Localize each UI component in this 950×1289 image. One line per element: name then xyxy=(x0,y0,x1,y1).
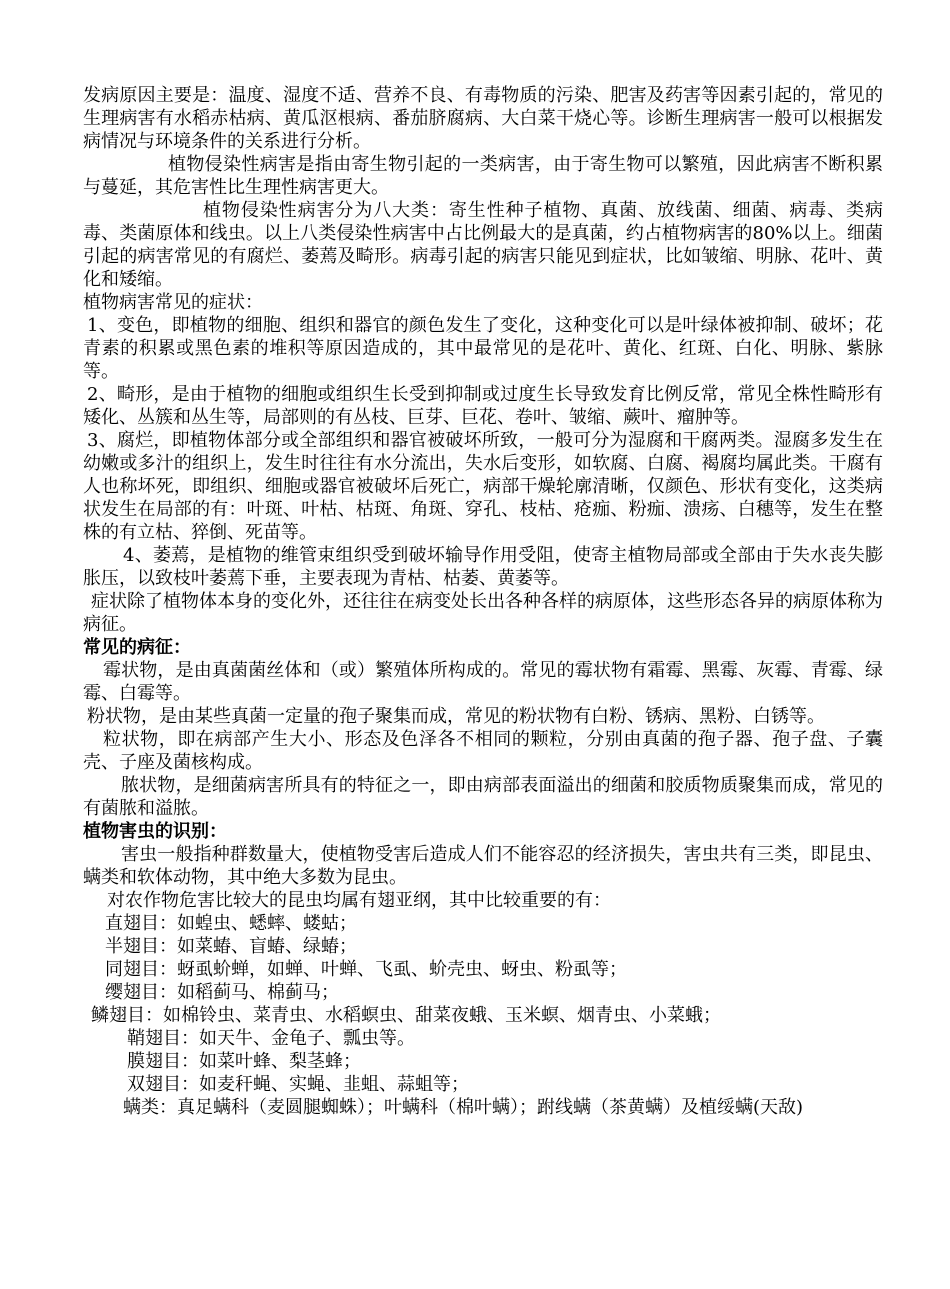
list-item-coleoptera: 鞘翅目：如天牛、金龟子、瓢虫等。 xyxy=(127,1028,415,1049)
list-item-orthoptera: 直翅目：如蝗虫、蟋蟀、蝼蛄； xyxy=(105,913,357,934)
paragraph-sign-pus: 脓状物，是细菌病害所具有的特征之一，即由病部表面溢出的细菌和胶质物质聚集而成，常见的有菌脓和溢脓。 xyxy=(83,775,883,819)
paragraph-signs-intro: 症状除了植物体本身的变化外，还往往在病变处长出各种各样的病原体，这些形态各异的病原体称为病征。 xyxy=(83,591,883,635)
paragraph-symptoms-intro: 植物病害常见的症状： xyxy=(83,292,263,313)
paragraph-physiological-causes: 发病原因主要是：温度、湿度不适、营养不良、有毒物质的污染、肥害及药害等因素引起的，常见的生理病害有水稻赤枯病、黄瓜沤根病、番茄脐腐病、大白菜干烧心等。诊断生理病害一般可以根据发病情况与环境条件的关系进行分析。 xyxy=(83,85,883,152)
paragraph-insect-orders-intro: 对农作物危害比较大的昆虫均属有翅亚纲，其中比较重要的有： xyxy=(107,890,611,911)
list-item-hymenoptera: 膜翅目：如菜叶蜂、梨茎蜂； xyxy=(127,1051,361,1072)
paragraph-symptom-wilt: 4、萎蔫，是植物的维管束组织受到破坏输导作用受阻，使寄主植物局部或全部由于失水丧失膨胀压，以致枝叶萎蔫下垂，主要表现为青枯、枯萎、黄萎等。 xyxy=(83,545,883,589)
list-item-hemiptera: 半翅目：如菜蝽、盲蝽、绿蝽； xyxy=(105,936,357,957)
paragraph-sign-granule: 粒状物，即在病部产生大小、形态及色泽各不相同的颗粒，分别由真菌的孢子器、孢子盘、子囊壳、子座及菌核构成。 xyxy=(83,729,883,773)
paragraph-sign-mildew: 霉状物，是由真菌菌丝体和（或）繁殖体所构成的。常见的霉状物有霜霉、黑霉、灰霉、青霉、绿霉、白霉等。 xyxy=(83,660,883,704)
paragraph-symptom-discoloration: 1、变色，即植物的细胞、组织和器官的颜色发生了变化，这种变化可以是叶绿体被抑制、破坏；花青素的积累或黑色素的堆积等原因造成的，其中最常见的是花叶、黄化、红斑、白化、明脉、紫脉等。 xyxy=(83,315,883,382)
heading-common-signs: 常见的病征： xyxy=(83,637,191,658)
list-item-diptera: 双翅目：如麦秆蝇、实蝇、韭蛆、蒜蛆等； xyxy=(127,1074,469,1095)
list-item-homoptera: 同翅目：蚜虱蚧蝉，如蝉、叶蝉、飞虱、蚧壳虫、蚜虫、粉虱等； xyxy=(105,959,627,980)
heading-pest-identification: 植物害虫的识别： xyxy=(83,821,227,842)
list-item-thysanoptera: 缨翅目：如稻蓟马、棉蓟马； xyxy=(105,982,339,1003)
paragraph-symptom-rot: 3、腐烂，即植物体部分或全部组织和器官被破坏所致，一般可分为湿腐和干腐两类。湿腐多发生在幼嫩或多汁的组织上，发生时往往有水分流出，失水后变形，如软腐、白腐、褐腐均属此类。干腐有人也称坏死，即组织、细胞或器官被破坏后死亡，病部干燥轮廓清晰，仅颜色、形状有变化，这类病状发生在局部的有：叶斑、叶枯、枯斑、角斑、穿孔、枝枯、疮痂、粉痂、溃疡、白穗等，发生在整株的有立枯、猝倒、死苗等。 xyxy=(83,430,883,543)
list-item-lepidoptera: 鳞翅目：如棉铃虫、菜青虫、水稻螟虫、甜菜夜蛾、玉米螟、烟青虫、小菜蛾； xyxy=(91,1005,721,1026)
list-item-mites: 螨类：真足螨科（麦圆腿蜘蛛）；叶螨科（棉叶螨）；跗线螨（茶黄螨）及植绥螨(天敌) xyxy=(123,1097,804,1118)
paragraph-infectious-disease: 植物侵染性病害是指由寄生物引起的一类病害，由于寄生物可以繁殖，因此病害不断积累与蔓延，其危害性比生理性病害更大。 xyxy=(83,154,883,198)
paragraph-eight-categories: 植物侵染性病害分为八大类：寄生性种子植物、真菌、放线菌、细菌、病毒、类病毒、类菌原体和线虫。以上八类侵染性病害中占比例最大的是真菌，约占植物病害的80%以上。细菌引起的病害常见的有腐烂、萎蔫及畸形。病毒引起的病害只能见到症状，比如皱缩、明脉、花叶、黄化和矮缩。 xyxy=(83,200,883,290)
paragraph-symptom-malformation: 2、畸形，是由于植物的细胞或组织生长受到抑制或过度生长导致发育比例反常，常见全株性畸形有矮化、丛簇和丛生等，局部则的有丛枝、巨芽、巨花、卷叶、皱缩、蕨叶、瘤肿等。 xyxy=(83,384,883,428)
document-page xyxy=(83,84,883,1119)
paragraph-pest-definition: 害虫一般指种群数量大，使植物受害后造成人们不能容忍的经济损失，害虫共有三类，即昆虫、螨类和软体动物，其中绝大多数为昆虫。 xyxy=(83,844,883,888)
paragraph-sign-powder: 粉状物，是由某些真菌一定量的孢子聚集而成，常见的粉状物有白粉、锈病、黑粉、白锈等。 xyxy=(87,706,825,727)
